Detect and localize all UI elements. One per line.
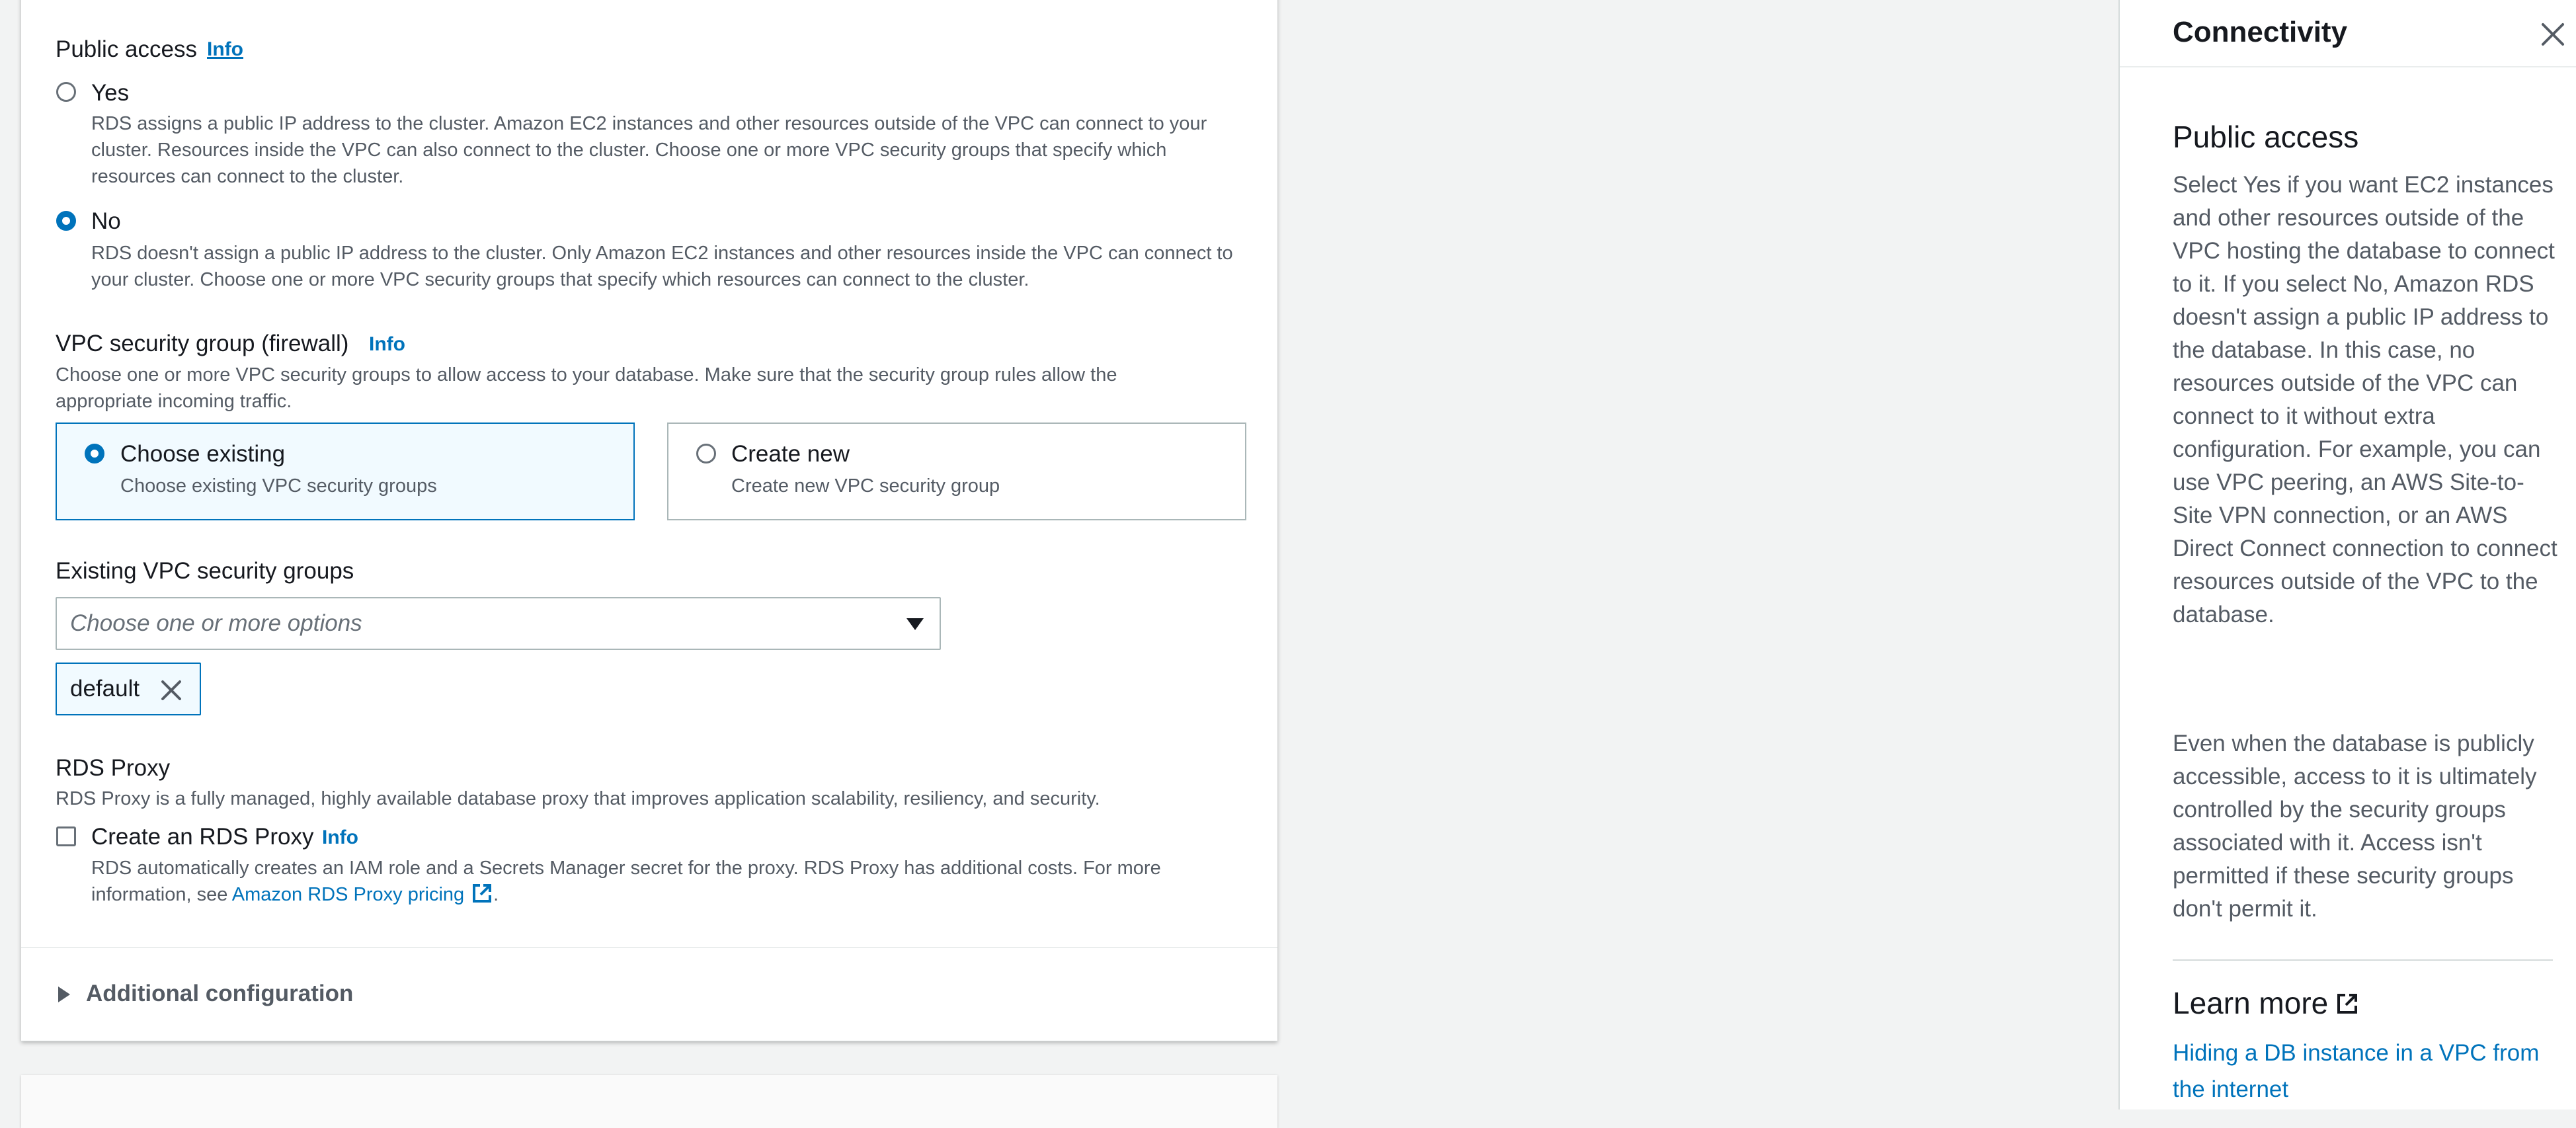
help-paragraph-2: Even when the database is publicly accessible, access to it is ultimately controlled by the security groups associated with it. Access isn't permitted if these security groups don't permit it. (2173, 731, 2537, 922)
create-new-tile[interactable] (667, 423, 1246, 520)
rds-proxy-info-link[interactable]: Info (322, 826, 358, 848)
public-access-yes-label[interactable]: Yes (91, 80, 130, 106)
vpc-security-group-label: VPC security group (firewall) (56, 331, 349, 356)
create-new-description: Create new VPC security group (731, 475, 1000, 497)
choose-existing-radio[interactable] (85, 444, 104, 463)
public-access-label: Public access (56, 36, 197, 62)
next-section-card (21, 1075, 1277, 1128)
existing-groups-placeholder: Choose one or more options (70, 610, 362, 636)
rds-proxy-description: RDS Proxy is a fully managed, highly available database proxy that improves application scalability, resiliency, and security. (56, 788, 1100, 809)
help-panel-title: Connectivity (2173, 16, 2348, 48)
close-icon[interactable] (159, 678, 183, 702)
hiding-db-instance-link[interactable]: Hiding a DB instance in a VPC from the internet (2173, 1040, 2540, 1102)
vpc-security-group-description: Choose one or more VPC security groups to allow access to your database. Make sure that the security group rules allow the appropriate incoming traffic. (56, 364, 1117, 412)
public-access-no-label[interactable]: No (91, 208, 121, 234)
existing-groups-select[interactable] (56, 597, 941, 650)
create-rds-proxy-checkbox[interactable] (56, 826, 76, 846)
learn-more-heading (2173, 985, 2360, 1021)
public-access-no-radio[interactable] (56, 211, 76, 231)
vpc-security-group-info-link[interactable]: Info (369, 333, 405, 355)
rds-proxy-pricing-link[interactable]: Amazon RDS Proxy pricing (231, 884, 465, 905)
rds-proxy-label: RDS Proxy (56, 755, 171, 781)
help-panel (2118, 0, 2576, 1109)
help-divider (2173, 959, 2553, 961)
choose-existing-description: Choose existing VPC security groups (120, 475, 437, 497)
choose-existing-label[interactable]: Choose existing (120, 441, 286, 467)
section-divider (21, 947, 1277, 948)
help-paragraph-1: Select Yes if you want EC2 instances and other resources outside of the VPC hosting the database to connect to it. If you select No, Amazon RDS doesn't assign a public IP address to the database. In this case, no resources outside of the VPC can connect to it without extra configuration. For example, you can use VPC peering, an AWS Site-to-Site VPN connection, or an AWS Direct Connect connection to connect resources outside of the VPC to the database. (2173, 172, 2557, 627)
create-rds-proxy-label[interactable]: Create an RDS Proxy (91, 824, 314, 850)
learn-more-label: Learn more (2173, 986, 2329, 1020)
existing-groups-label: Existing VPC security groups (56, 558, 354, 584)
rds-proxy-cost-text: RDS automatically creates an IAM role and a Secrets Manager secret for the proxy. RDS Proxy has additional costs. For more information, see (91, 858, 1161, 905)
caret-down-icon[interactable] (905, 616, 925, 632)
security-group-token (56, 663, 201, 715)
public-access-info-link[interactable]: Info (207, 38, 243, 60)
additional-configuration-toggle[interactable]: Additional configuration (86, 981, 354, 1006)
rds-proxy-desc-suffix: . (493, 884, 499, 905)
public-access-yes-radio[interactable] (56, 82, 76, 102)
choose-existing-tile[interactable] (56, 423, 635, 520)
help-panel-header (2120, 0, 2576, 67)
caret-right-icon[interactable] (57, 985, 71, 1004)
close-icon[interactable] (2540, 22, 2565, 47)
security-group-token-label: default (70, 676, 140, 702)
create-new-radio[interactable] (696, 444, 716, 463)
external-link-icon (2335, 991, 2360, 1016)
public-access-yes-description: RDS assigns a public IP address to the cluster. Amazon EC2 instances and other resources outside of the VPC can connect to your cluster. Resources inside the VPC can also connect to the cluster. Choose one or more VPC security groups that specify which resources can connect to the cluster. (91, 113, 1207, 187)
create-new-label[interactable]: Create new (731, 441, 850, 467)
external-link-icon (471, 882, 493, 905)
rds-proxy-checkbox-description (91, 855, 1248, 908)
public-access-no-description: RDS doesn't assign a public IP address to the cluster. Only Amazon EC2 instances and other resources inside the VPC can connect to your cluster. Choose one or more VPC security groups that specify which resources can connect to the cluster. (91, 243, 1233, 290)
help-section-title: Public access (2173, 120, 2359, 154)
